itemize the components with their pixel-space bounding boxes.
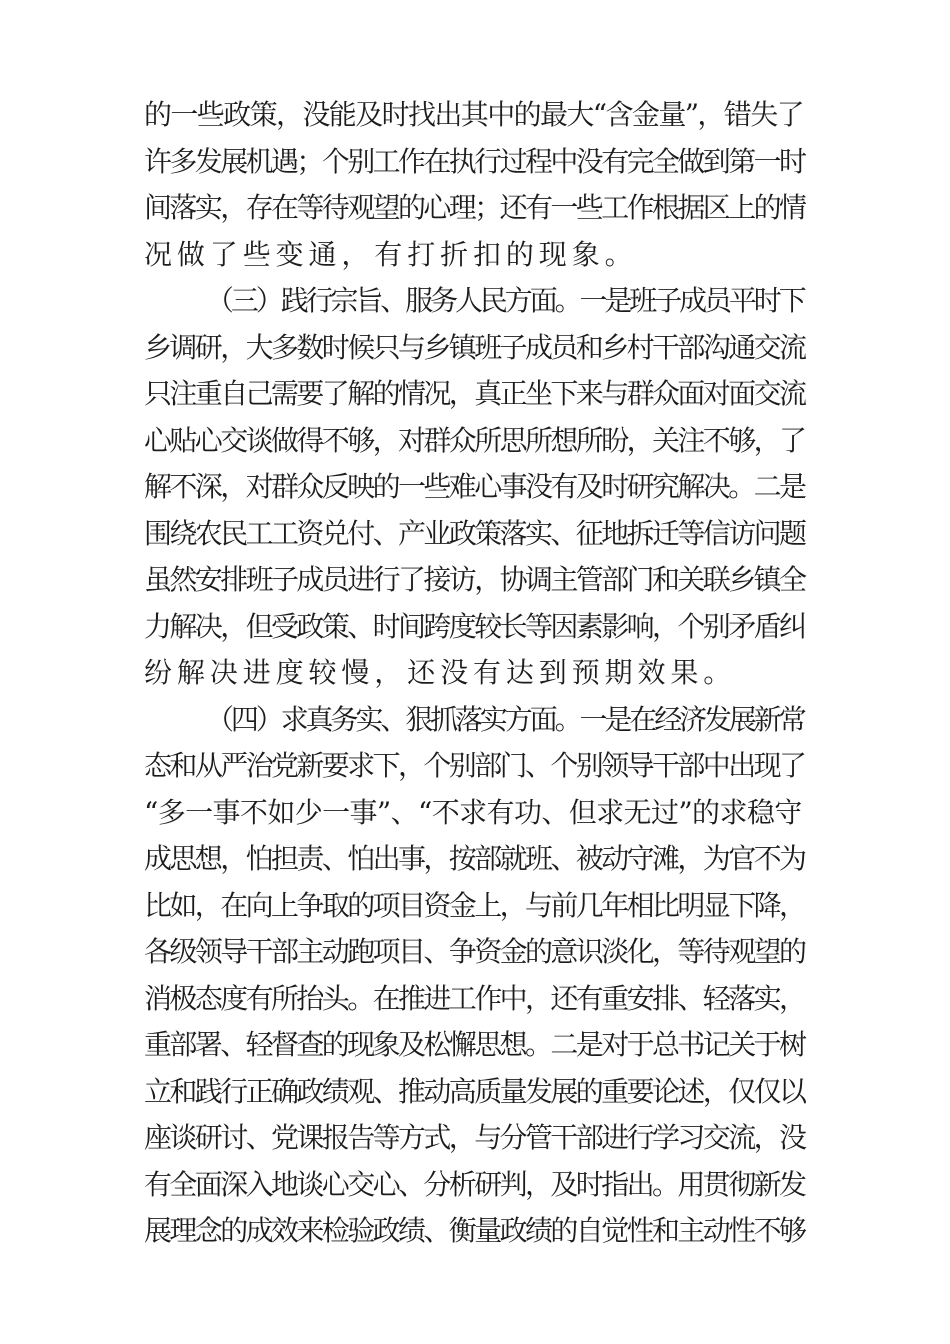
text-line: 心贴心交谈做得不够，对群众所思所想所盼，关注不够，了 [144, 423, 805, 457]
text-line: 展理念的成效来检验政绩、衡量政绩的自觉性和主动性不够 [144, 1214, 805, 1247]
text-line: 有全面深入地谈心交心、分析研判，及时指出。用贯彻新发 [144, 1167, 805, 1201]
text-line: 只注重自己需要了解的情况，真正坐下来与群众面对面交流 [144, 377, 805, 410]
text-line: 成思想，怕担责、怕出事，按部就班、被动守滩，为官不为 [144, 842, 805, 875]
text-line: 各级领导干部主动跑项目、争资金的意识淡化，等待观望的 [144, 935, 805, 968]
text-line: 况做了些变通，有打折扣的现象。 [144, 237, 638, 271]
text-line: 虽然安排班子成员进行了接访，协调主管部门和关联乡镇全 [144, 563, 805, 596]
text-line: 乡调研，大多数时候只与乡镇班子成员和乡村干部沟通交流 [144, 330, 805, 364]
text-line: 的一些政策，没能及时找出其中的最大“含金量”，错失了 [144, 98, 804, 131]
paragraph-heading-line: （四）求真务实、狠抓落实方面。一是在经济发展新常 [206, 702, 804, 736]
text-line: 比如，在向上争取的项目资金上，与前几年相比明显下降， [144, 888, 805, 922]
text-line: 解不深，对群众反映的一些难心事没有及时研究解决。二是 [144, 470, 805, 503]
text-line: 态和从严治党新要求下，个别部门、个别领导干部中出现了 [144, 749, 805, 782]
paragraph-heading-line: （三）践行宗旨、服务人民方面。一是班子成员平时下 [206, 284, 804, 317]
text-line: 力解决，但受政策、时间跨度较长等因素影响，个别矛盾纠 [144, 609, 805, 643]
text-line: 纷解决进度较慢，还没有达到预期效果。 [144, 656, 737, 689]
document-body [144, 92, 809, 1255]
text-line: 座谈研讨、党课报告等方式，与分管干部进行学习交流，没 [144, 1121, 805, 1154]
text-line: 消极态度有所抬头。在推进工作中，还有重安排、轻落实， [144, 981, 805, 1015]
text-line: 立和践行正确政绩观、推动高质量发展的重要论述，仅仅以 [144, 1074, 805, 1108]
text-line: 间落实，存在等待观望的心理；还有一些工作根据区上的情 [144, 191, 805, 224]
text-line: 重部署、轻督查的现象及松懈思想。二是对于总书记关于树 [144, 1028, 805, 1061]
text-line: 许多发展机遇；个别工作在执行过程中没有完全做到第一时 [144, 144, 805, 178]
text-line: 围绕农民工工资兑付、产业政策落实、征地拆迁等信访问题 [144, 516, 805, 550]
text-line: “多一事不如少一事”、“不求有功、但求无过”的求稳守 [144, 795, 802, 829]
